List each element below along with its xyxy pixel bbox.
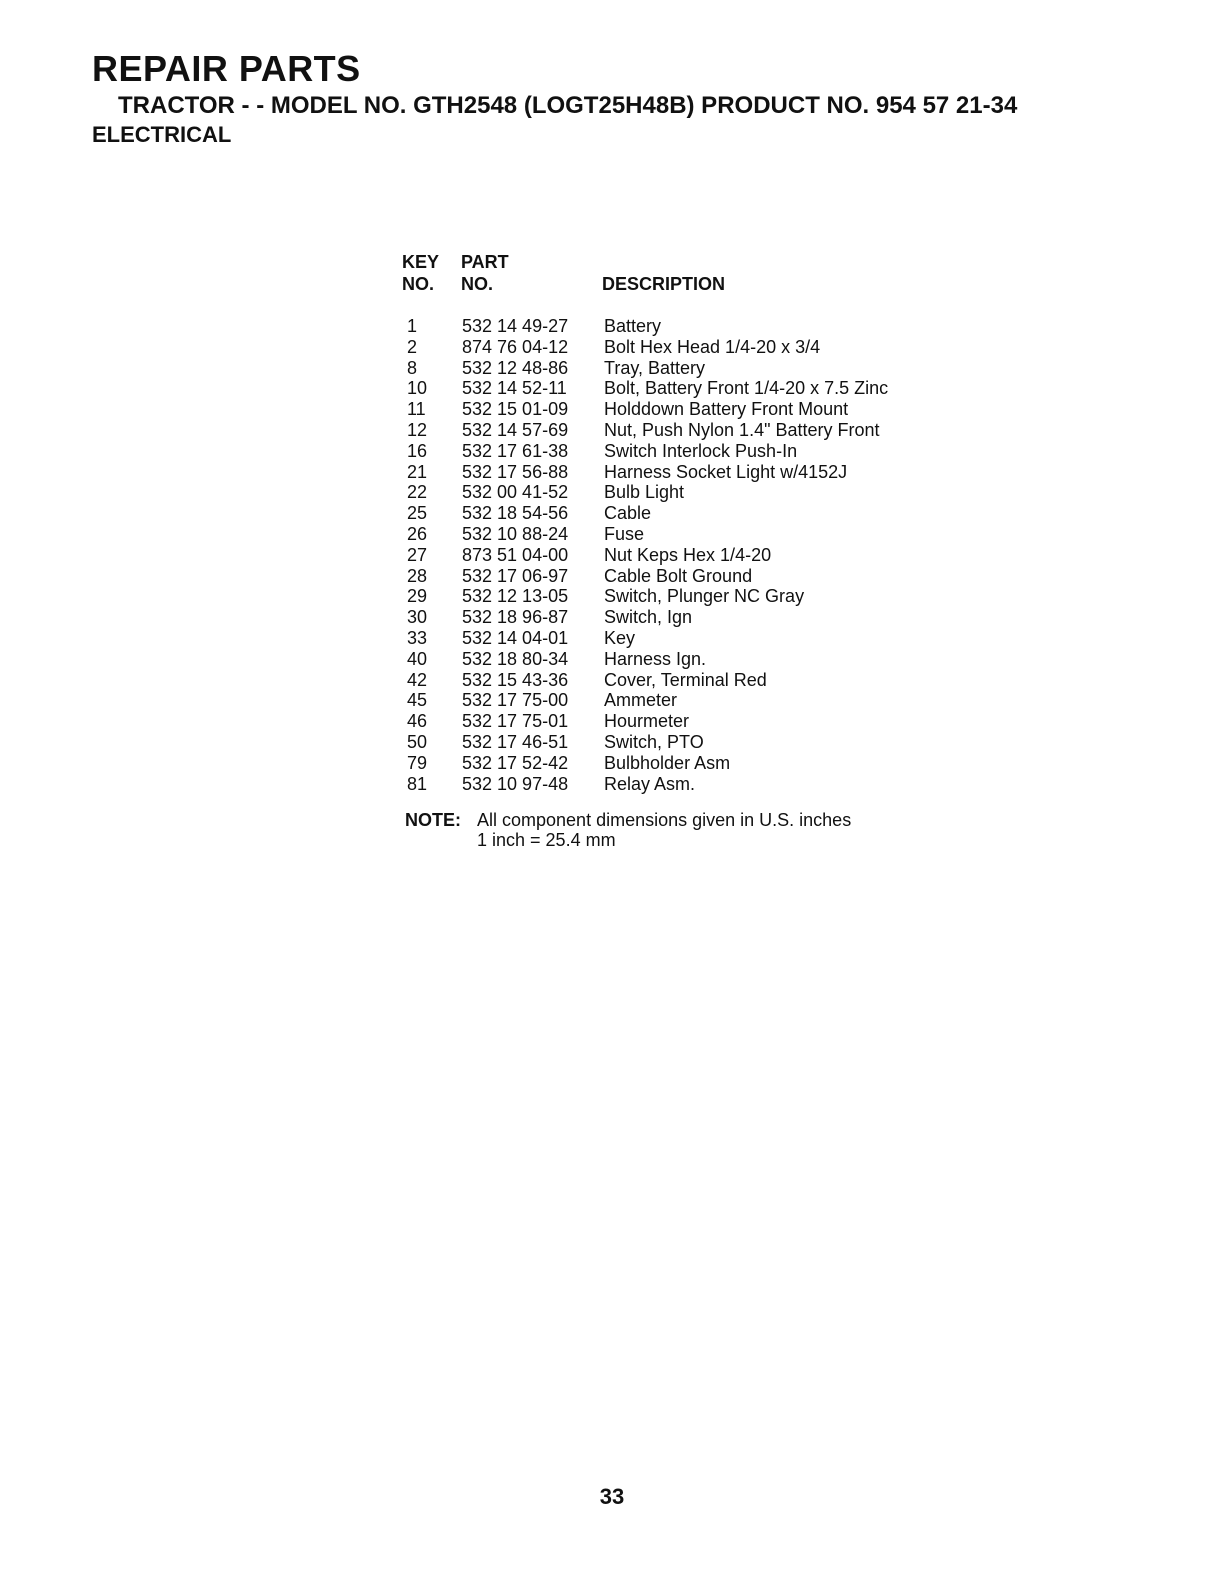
key-no: 8 — [407, 357, 418, 378]
part-no: 532 12 13-05 — [462, 586, 569, 607]
part-no: 532 12 48-86 — [462, 357, 569, 378]
model-subtitle: TRACTOR - - MODEL NO. GTH2548 (LOGT25H48B) PRODUCT NO. 954 57 21-34 — [118, 92, 1018, 119]
description: Bolt, Battery Front 1/4-20 x 7.5 Zinc — [604, 378, 889, 399]
key-no: 50 — [407, 731, 428, 752]
part-no: 532 00 41-52 — [462, 482, 569, 503]
part-no: 532 15 43-36 — [462, 669, 569, 690]
table-row — [402, 628, 1002, 649]
part-no: 532 14 49-27 — [462, 316, 569, 336]
key-no: 11 — [407, 399, 426, 420]
description: Ammeter — [604, 690, 678, 711]
table-body — [402, 316, 1002, 794]
table-row — [402, 711, 1002, 732]
table-row — [402, 358, 1002, 379]
description: Key — [604, 627, 636, 648]
table-row — [402, 566, 1002, 587]
table-row — [402, 545, 1002, 566]
table-header — [402, 252, 1002, 316]
description: Switch, PTO — [604, 731, 704, 752]
description: Harness Ign. — [604, 648, 707, 669]
description: Bulbholder Asm — [604, 752, 731, 773]
part-no: 532 17 06-97 — [462, 565, 569, 586]
table-row — [402, 316, 1002, 337]
table-row — [402, 503, 1002, 524]
description: Harness Socket Light w/4152J — [604, 461, 848, 482]
table-row — [402, 690, 1002, 711]
table-row — [402, 482, 1002, 503]
key-no: 27 — [407, 544, 428, 565]
description: Nut Keps Hex 1/4-20 — [604, 544, 772, 565]
key-no: 12 — [407, 419, 428, 440]
table-row — [402, 462, 1002, 483]
page-number: 33 — [599, 1484, 625, 1509]
part-no: 532 17 46-51 — [462, 731, 569, 752]
key-no: 79 — [407, 752, 428, 773]
part-no: 532 17 75-01 — [462, 711, 569, 732]
page-title: REPAIR PARTS — [92, 48, 361, 89]
key-no: 29 — [407, 586, 428, 607]
key-no: 22 — [407, 482, 428, 503]
description: Bolt Hex Head 1/4-20 x 3/4 — [604, 336, 821, 357]
part-no: 532 18 54-56 — [462, 503, 569, 524]
key-no: 25 — [407, 503, 428, 524]
table-row — [402, 399, 1002, 420]
table-row — [402, 378, 1002, 399]
key-no: 42 — [407, 669, 428, 690]
description: Battery — [604, 316, 662, 336]
part-no: 532 14 04-01 — [462, 627, 569, 648]
table-row — [402, 524, 1002, 545]
table-row — [402, 753, 1002, 774]
description: Switch, Plunger NC Gray — [604, 586, 805, 607]
note-label: NOTE: — [405, 810, 461, 831]
part-no: 874 76 04-12 — [462, 336, 569, 357]
header-description: DESCRIPTION — [602, 274, 726, 294]
part-no: 532 18 96-87 — [462, 607, 569, 628]
description: Cable Bolt Ground — [604, 565, 753, 586]
part-no: 532 17 52-42 — [462, 752, 569, 773]
header-key-line1: KEY — [402, 252, 440, 272]
description: Relay Asm. — [604, 773, 696, 794]
header-part-line2: NO. — [461, 274, 494, 294]
part-no: 532 10 97-48 — [462, 773, 569, 794]
key-no: 46 — [407, 711, 428, 732]
key-no: 81 — [407, 773, 428, 794]
description: Tray, Battery — [604, 357, 706, 378]
table-row — [402, 586, 1002, 607]
table-row — [402, 774, 1002, 795]
part-no: 532 14 52-11 — [462, 378, 567, 399]
key-no: 10 — [407, 378, 428, 399]
note-conversion: 1 inch = 25.4 mm — [477, 830, 616, 851]
description: Cable — [604, 503, 652, 524]
table-row — [402, 732, 1002, 753]
key-no: 2 — [407, 336, 418, 357]
key-no: 28 — [407, 565, 428, 586]
description: Holddown Battery Front Mount — [604, 399, 849, 420]
table-row — [402, 649, 1002, 670]
header-part-line1: PART — [461, 252, 509, 272]
key-no: 21 — [407, 461, 428, 482]
part-no: 532 10 88-24 — [462, 523, 569, 544]
part-no: 532 15 01-09 — [462, 399, 569, 420]
key-no: 33 — [407, 627, 428, 648]
description: Fuse — [604, 523, 645, 544]
key-no: 30 — [407, 607, 428, 628]
table-row — [402, 607, 1002, 628]
part-no: 532 17 75-00 — [462, 690, 569, 711]
part-no: 532 17 56-88 — [462, 461, 569, 482]
part-no: 532 14 57-69 — [462, 419, 569, 440]
section-title: ELECTRICAL — [92, 122, 232, 147]
table-row — [402, 337, 1002, 358]
description: Switch Interlock Push-In — [604, 440, 798, 461]
table-row — [402, 441, 1002, 462]
part-no: 532 17 61-38 — [462, 440, 569, 461]
key-no: 26 — [407, 523, 428, 544]
key-no: 1 — [407, 316, 418, 336]
part-no: 873 51 04-00 — [462, 544, 569, 565]
header-key-line2: NO. — [402, 274, 435, 294]
description: Nut, Push Nylon 1.4" Battery Front — [604, 419, 880, 440]
table-row — [402, 420, 1002, 441]
key-no: 16 — [407, 440, 428, 461]
part-no: 532 18 80-34 — [462, 648, 569, 669]
note-text: All component dimensions given in U.S. inches — [477, 810, 852, 831]
description: Hourmeter — [604, 711, 690, 732]
key-no: 40 — [407, 648, 428, 669]
parts-list — [402, 252, 1002, 851]
table-row — [402, 670, 1002, 691]
description: Cover, Terminal Red — [604, 669, 767, 690]
key-no: 45 — [407, 690, 428, 711]
description: Bulb Light — [604, 482, 685, 503]
description: Switch, Ign — [604, 607, 693, 628]
